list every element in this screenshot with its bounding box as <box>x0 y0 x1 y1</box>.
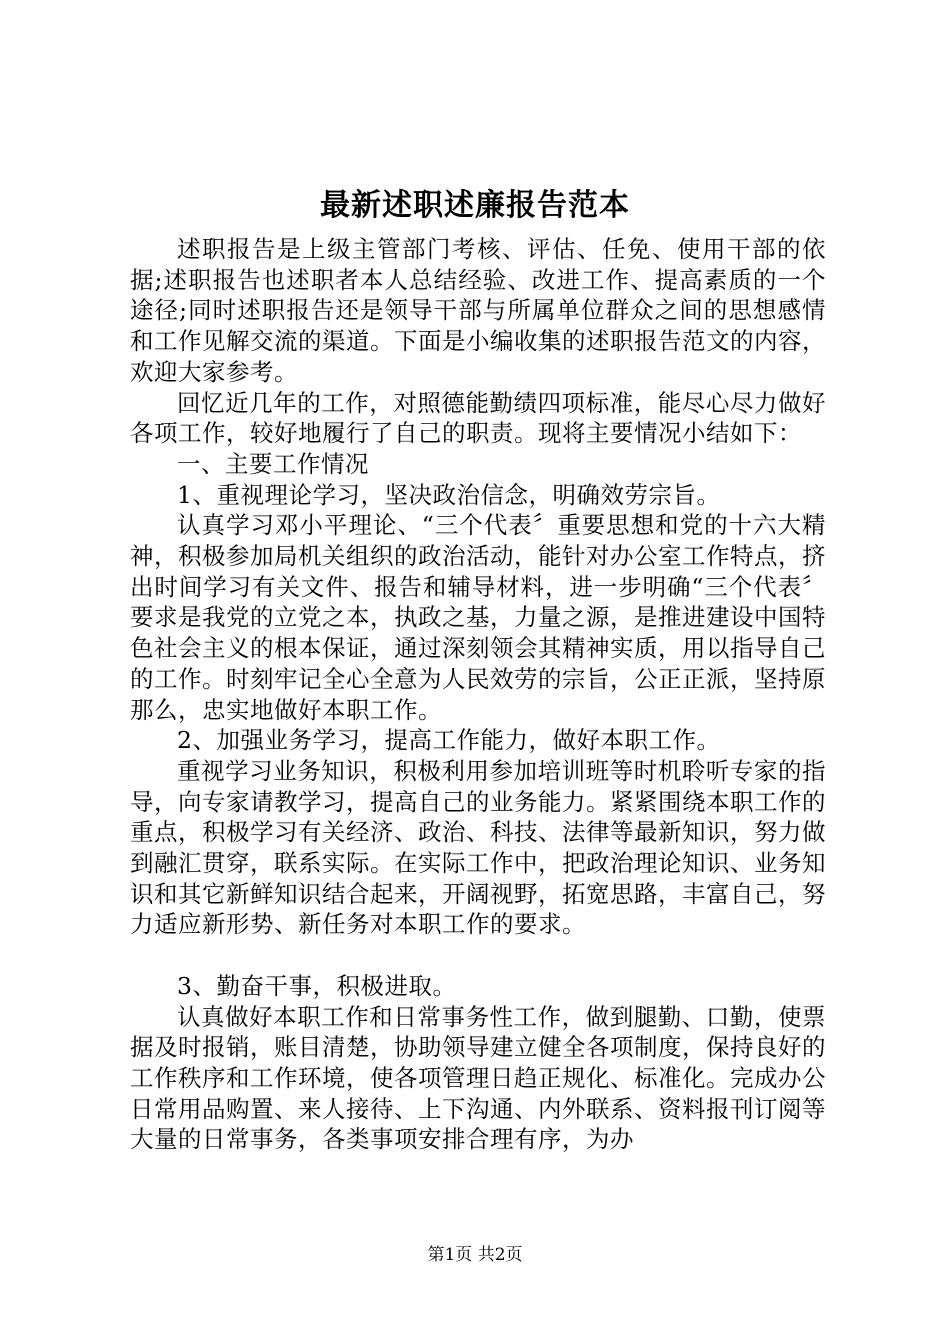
subheading-theory-study: 1、重视理论学习，坚决政治信念，明确效劳宗旨。 <box>177 480 721 509</box>
document-body <box>130 234 826 1155</box>
paragraph-business-study: 重视学习业务知识，积极利用参加培训班等时机聆听专家的指导，向专家请教学习，提高自己的业务能力。紧紧围绕本职工作的重点，积极学习有关经济、政治、科技、法律等最新知识，努力做到融汇贯穿，联系实际。在实际工作中，把政治理论知识、业务知识和其它新鲜知识结合起来，开阔视野，拓宽思路，丰富自己，努力适应新形势、新任务对本职工作的要求。 <box>130 756 826 939</box>
paragraph-intro: 述职报告是上级主管部门考核、评估、任免、使用干部的依据;述职报告也述职者本人总结经验、改进工作、提高素质的一个途径;同时述职报告还是领导干部与所属单位群众之间的思想感情和工作见解交流的渠道。下面是小编收集的述职报告范文的内容，欢迎大家参考。 <box>130 235 826 386</box>
paragraph-theory-study: 认真学习邓小平理论、“三个代表〞重要思想和党的十六大精神，积极参加局机关组织的政治活动，能针对办公室工作特点，挤出时间学习有关文件、报告和辅导材料，进一步明确“三个代表〞要求是我党的立党之本，执政之基，力量之源，是推进建设中国特色社会主义的根本保证，通过深刻领会其精神实质，用以指导自己的工作。时刻牢记全心全意为人民效劳的宗旨，公正正派，坚持原那么，忠实地做好本职工作。 <box>130 511 826 724</box>
page-number: 第1页 共2页 <box>427 1245 523 1265</box>
subheading-diligent-work: 3、勤奋干事，积极进取。 <box>177 971 457 1000</box>
section-heading-main-work: 一、主要工作情况 <box>177 449 369 478</box>
paragraph-diligent-work: 认真做好本职工作和日常事务性工作，做到腿勤、口勤，使票据及时报销，账目清楚，协助领导建立健全各项制度，保持良好的工作秩序和工作环境，使各项管理日趋正规化、标准化。完成办公日常用品购置、来人接待、上下沟通、内外联系、资料报刊订阅等大量的日常事务，各类事项安排合理有序，为办 <box>130 1002 826 1154</box>
paragraph-review: 回忆近几年的工作，对照德能勤绩四项标准，能尽心尽力做好各项工作，较好地履行了自己的职责。现将主要情况小结如下： <box>130 388 826 448</box>
subheading-business-study: 2、加强业务学习，提高工作能力，做好本职工作。 <box>177 726 721 755</box>
document-title: 最新述职述廉报告范本 <box>320 188 630 223</box>
